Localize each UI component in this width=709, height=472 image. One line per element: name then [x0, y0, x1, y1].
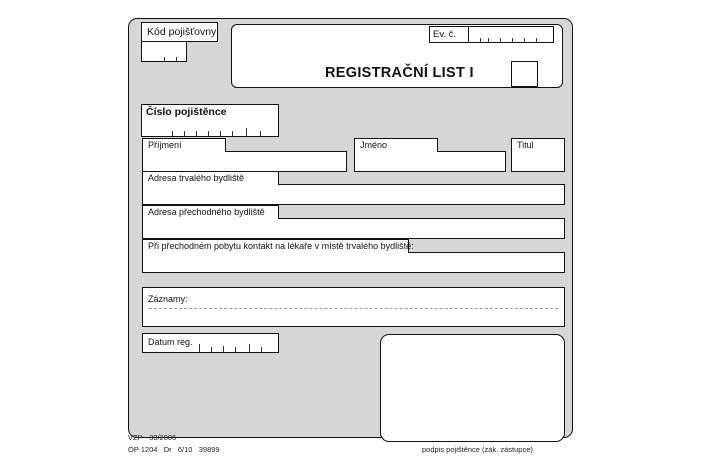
- first-name-field[interactable]: [354, 151, 506, 172]
- registration-date-label: Datum reg.: [148, 337, 193, 347]
- signature-box[interactable]: [380, 334, 565, 442]
- records-field[interactable]: [142, 287, 565, 327]
- temporary-address-field[interactable]: [142, 218, 565, 239]
- records-dashed-line: [149, 308, 558, 309]
- surname-field[interactable]: [142, 151, 347, 172]
- insurer-code-label: Kód pojišťovny: [147, 26, 217, 38]
- record-number-label: Ev. č.: [433, 29, 457, 40]
- surname-label: Příjmení: [148, 140, 182, 150]
- insured-number-label: Číslo pojištěnce: [146, 106, 227, 118]
- doctor-contact-label: Při přechodném pobytu kontakt na lékaře v místě trvalého bydliště:: [148, 241, 414, 251]
- form-code: VZP - 30/2006: [128, 433, 177, 442]
- doctor-contact-field[interactable]: [142, 252, 565, 273]
- permanent-address-label: Adresa trvalého bydliště: [148, 173, 245, 183]
- records-label: Záznamy:: [148, 294, 188, 304]
- form-title: REGISTRAČNÍ LIST I: [325, 65, 474, 81]
- permanent-address-field[interactable]: [142, 184, 565, 205]
- print-code: OP 1204 Dr 6/10 39899: [128, 445, 220, 454]
- signature-label: podpis pojištěnce (zák. zástupce): [422, 445, 533, 454]
- first-name-label: Jméno: [360, 140, 388, 150]
- temporary-address-label: Adresa přechodného bydliště: [148, 207, 265, 217]
- stamp-square: [511, 61, 538, 87]
- academic-title-label: Titul: [517, 140, 534, 150]
